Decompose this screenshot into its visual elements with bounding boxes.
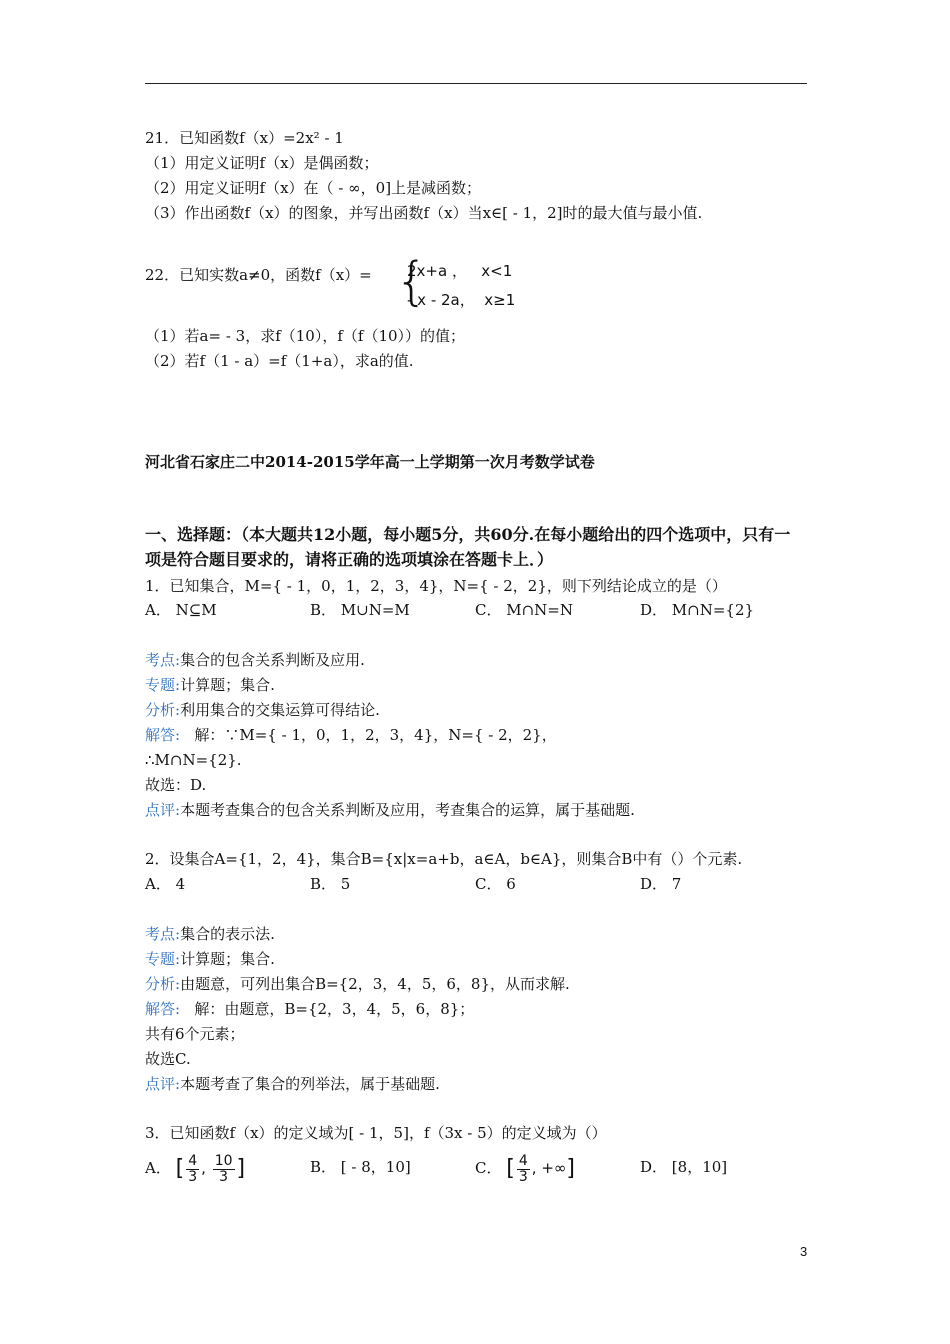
fenxi-label: 分析: [145, 701, 181, 719]
q3-option-d: D． [8，10] [640, 1158, 728, 1176]
piece-line-1: 2x+a ， x<1 [407, 262, 513, 280]
fenxi-text: 利用集合的交集运算可得结论. [180, 701, 380, 719]
kaodian-label: 考点: [145, 925, 181, 943]
right-bracket: ] [236, 1156, 246, 1181]
q1-option-a: A． N⊆M [145, 601, 217, 619]
q1-option-d: D． M∩N={2} [640, 601, 755, 619]
q1-jieda-line2: ∴M∩N={2}. [145, 751, 242, 769]
zhuanti-text: 计算题；集合. [180, 950, 275, 968]
q2-kaodian [145, 923, 275, 945]
q2-fenxi [145, 973, 570, 995]
left-brace-icon: { [395, 252, 429, 312]
fraction [517, 1154, 530, 1185]
q21-part3: （3）作出函数f（x）的图象，并写出函数f（x）当x∈[ - 1，2]时的最大值与最小值. [145, 204, 703, 222]
left-bracket: [ [175, 1156, 185, 1181]
q21-part1: （1）用定义证明f（x）是偶函数； [145, 154, 379, 172]
zhuanti-label: 专题: [145, 676, 181, 694]
kaodian-text: 集合的表示法. [180, 925, 275, 943]
denominator: 3 [188, 1168, 198, 1185]
denominator: 3 [518, 1168, 528, 1185]
q2-option-b: B． 5 [310, 875, 351, 893]
section-header-line2: 项是符合题目要求的，请将正确的选项填涂在答题卡上．） [145, 550, 554, 569]
q21-title: 21．已知函数f（x）=2x² - 1 [145, 129, 344, 147]
q3-option-b: B． [ - 8，10] [310, 1158, 411, 1176]
q22-part1: （1）若a= - 3，求f（10），f（f（10））的值； [145, 327, 466, 345]
q3-option-a: A． [ $\frac{4}{3}$ , $\frac{10}{3}$ ] [145, 1152, 246, 1185]
fenxi-text: 由题意，可列出集合B={2，3，4，5，6，8}，从而求解. [180, 975, 570, 993]
kaodian-label: 考点: [145, 651, 181, 669]
numerator: 4 [188, 1152, 198, 1169]
q2-option-d: D． 7 [640, 875, 682, 893]
q1-jieda [145, 724, 557, 746]
q2-stem: 2．设集合A={1，2，4}，集合B={x|x=a+b，a∈A，b∈A}，则集合B中有（）个元素. [145, 850, 743, 868]
section-header-line1: 一、选择题：（本大题共12小题，每小题5分，共60分.在每小题给出的四个选项中，只有一 [145, 525, 791, 544]
q1-kaodian [145, 649, 365, 671]
q2-jieda [145, 998, 474, 1020]
q1-dianping [145, 799, 635, 821]
exam-title: 河北省石家庄二中2014-2015学年高一上学期第一次月考数学试卷 [145, 453, 595, 471]
q1-jieda-line3: 故选：D. [145, 776, 207, 794]
q2-option-a: A． 4 [145, 875, 186, 893]
q21-part2: （2）用定义证明f（x）在（ - ∞，0]上是减函数； [145, 179, 482, 197]
jieda-text: 解：∵M={ - 1，0，1，2，3，4}，N={ - 2，2}， [180, 726, 557, 744]
q1-option-b: B． M∪N=M [310, 601, 410, 619]
q2-dianping [145, 1073, 440, 1095]
option-a-label: A． [145, 1159, 171, 1177]
dianping-label: 点评: [145, 1075, 181, 1093]
option-c-label: C． [475, 1159, 502, 1177]
q2-jieda-line2: 共有6个元素； [145, 1025, 245, 1043]
kaodian-text: 集合的包含关系判断及应用. [180, 651, 365, 669]
q1-stem: 1．已知集合，M={ - 1，0，1，2，3，4}，N={ - 2，2}，则下列结论成立的是（） [145, 577, 727, 595]
dianping-text: 本题考查了集合的列举法，属于基础题. [180, 1075, 440, 1093]
zhuanti-text: 计算题；集合. [180, 676, 275, 694]
piece-line-2: - x - 2a， x≥1 [407, 291, 516, 309]
zhuanti-label: 专题: [145, 950, 181, 968]
q2-jieda-line3: 故选C. [145, 1050, 191, 1068]
header-rule [145, 83, 807, 84]
fraction [213, 1154, 235, 1185]
jieda-label: 解答: [145, 726, 181, 744]
q1-fenxi [145, 699, 380, 721]
fraction [186, 1154, 199, 1185]
q2-zhuanti [145, 948, 275, 970]
numerator: 10 [214, 1152, 233, 1169]
numerator: 4 [518, 1152, 528, 1169]
piecewise-function [395, 252, 545, 314]
q1-zhuanti [145, 674, 275, 696]
infinity-text: +∞ [541, 1159, 567, 1177]
q3-stem: 3．已知函数f（x）的定义域为[ - 1，5]，f（3x - 5）的定义域为（） [145, 1124, 607, 1142]
q22-part2: （2）若f（1 - a）=f（1+a），求a的值. [145, 352, 414, 370]
right-bracket: ] [566, 1156, 576, 1181]
dianping-label: 点评: [145, 801, 181, 819]
jieda-text: 解：由题意，B={2，3，4，5，6，8}； [180, 1000, 475, 1018]
q1-option-c: C． M∩N=N [475, 601, 573, 619]
left-bracket: [ [506, 1156, 515, 1181]
q3-option-c: C． [ $\frac{4}{3}$ , +∞] [475, 1152, 576, 1185]
dianping-text: 本题考查集合的包含关系判断及应用，考查集合的运算，属于基础题. [180, 801, 635, 819]
page-number: 3 [800, 1244, 808, 1259]
q2-option-c: C． 6 [475, 875, 516, 893]
jieda-label: 解答: [145, 1000, 181, 1018]
fenxi-label: 分析: [145, 975, 181, 993]
denominator: 3 [219, 1168, 229, 1185]
q22-title: 22．已知实数a≠0，函数f（x）= [145, 266, 372, 284]
